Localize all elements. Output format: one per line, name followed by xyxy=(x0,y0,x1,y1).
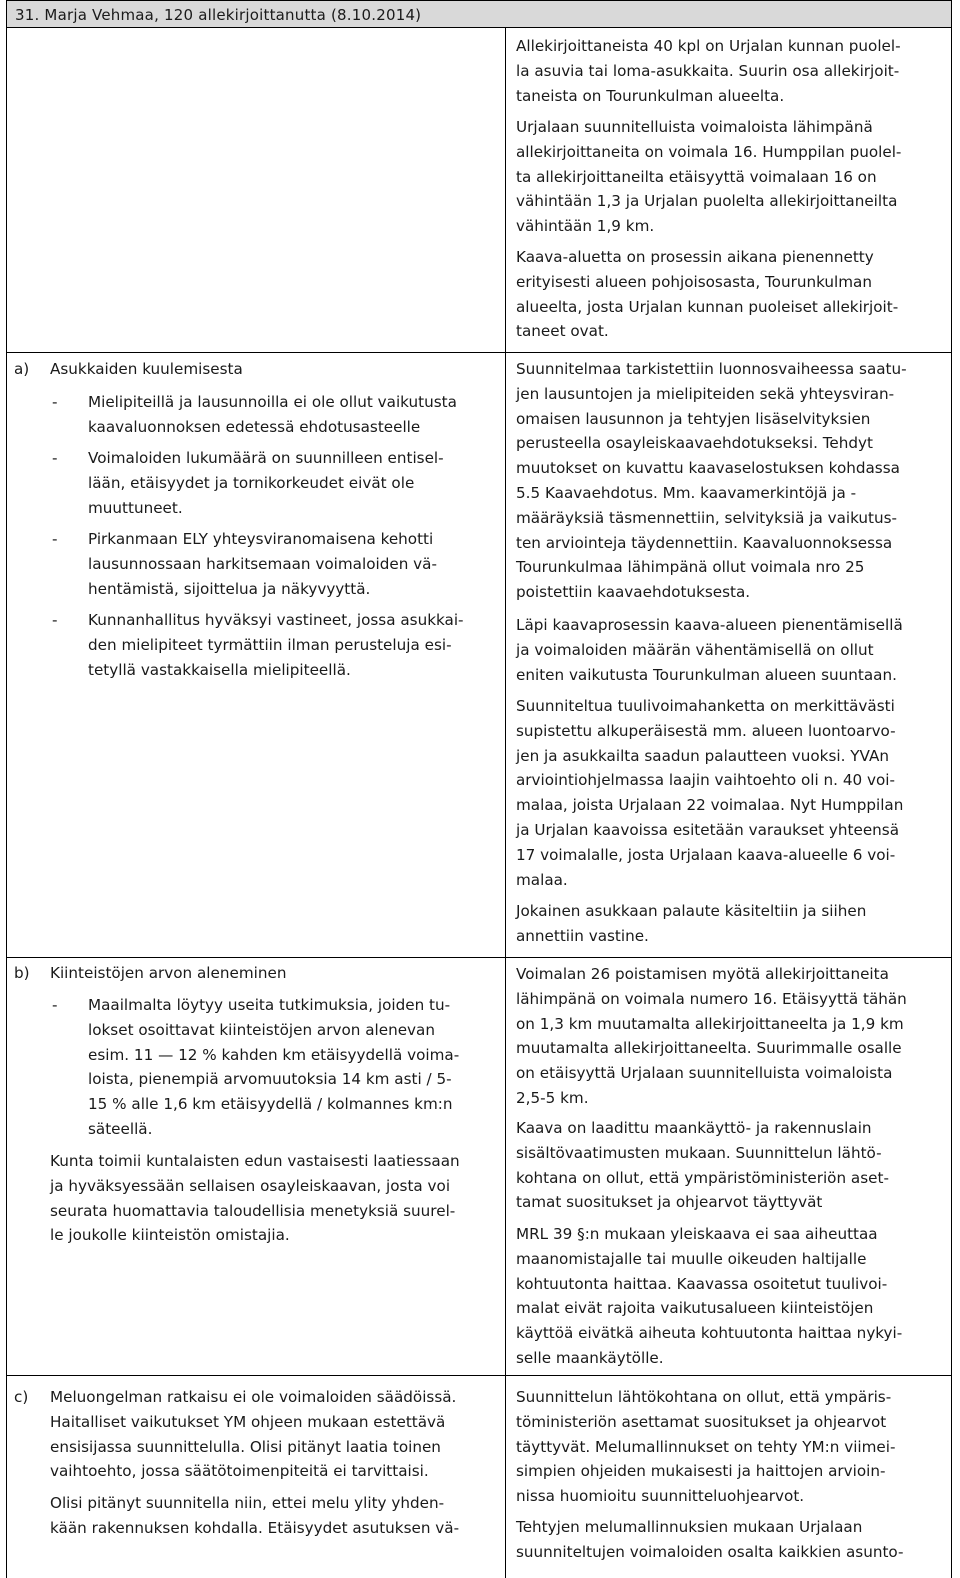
comment-paragraph: Kunta toimii kuntalaisten edun vastaisesti laatiessaan ja hyväksyessään sellaisen osayleiskaavan, josta voi seurata huomattavia taloudellisia menetyksiä suurel- le joukolle kiinteistön omistajia. xyxy=(50,1152,460,1245)
response-paragraph: Voimalan 26 poistamisen myötä allekirjoittaneita lähimpänä on voimala numero 16. Etäisyyttä tähän on 1,3 km muutamalta allekirjoittaneelta ja 1,9 km muutamalta allekirjoittaneelta. Suurimmalle osalle on etäisyyttä Urjalaan suunnitelluista voimaloista 2,5-5 km. xyxy=(516,965,907,1107)
comment-paragraph: Meluongelman ratkaisu ei ole voimaloiden säädöissä. Haitalliset vaikutukset YM ohjeen mukaan estettävä ensisijassa suunnittelulla. Olisi pitänyt laatia toinen vaihtoehto, jossa säätötoimenpiteitä ei tarvittaisi. xyxy=(50,1388,457,1481)
bullet-dash: - xyxy=(52,530,58,548)
comment-bullet: Voimaloiden lukumäärä on suunnilleen entisel- lään, etäisyydet ja tornikorkeudet eivät ole muuttuneet. xyxy=(88,449,444,517)
response-paragraph: Jokainen asukkaan palaute käsiteltiin ja siihen annettiin vastine. xyxy=(516,902,867,945)
response-paragraph: Läpi kaavaprosessin kaava-alueen pienentämisellä ja voimaloiden määrän vähentämisellä on ollut eniten vaikutusta Tourunkulman alueen suuntaan. xyxy=(516,616,903,684)
comment-bullet: Kunnanhallitus hyväksyi vastineet, jossa asukkai- den mielipiteet tyrmättiin ilman perusteluja esi- tetyllä vastakkaisella mielipiteellä. xyxy=(88,611,464,679)
section-title: Asukkaiden kuulemisesta xyxy=(50,360,243,378)
bullet-dash: - xyxy=(52,996,58,1014)
response-paragraph: Kaava-aluetta on prosessin aikana pienennetty erityisesti alueen pohjoisosasta, Tourunkulman alueelta, josta Urjalan kunnan puoleiset allekirjoit- taneet ovat. xyxy=(516,248,899,341)
section-marker: b) xyxy=(14,964,30,982)
comment-paragraph: Olisi pitänyt suunnitella niin, ettei melu ylity yhden- kään rakennuksen kohdalla. Etäisyydet asutuksen vä- xyxy=(50,1494,460,1537)
comment-bullet: Mielipiteillä ja lausunnoilla ei ole ollut vaikutusta kaavaluonnoksen edetessä ehdotusasteelle xyxy=(88,393,457,436)
row-divider xyxy=(6,352,952,353)
response-paragraph: Suunniteltua tuulivoimahanketta on merkittävästi supistettu alkuperäisestä mm. alueen luontoarvo- jen ja asukkailta saadun palautteen vuoksi. YVAn arviointiohjelmassa laajin vaihtoehto oli n. 40 voi- malaa, joista Urjalaan 22 voimalaa. Nyt Humppilan ja Urjalan kaavoissa esitetään varaukset yhteensä 17 voimalalle, josta Urjalaan kaava-alueelle 6 voi- malaa. xyxy=(516,697,904,889)
bullet-dash: - xyxy=(52,449,58,467)
header-title: 31. Marja Vehmaa, 120 allekirjoittanutta (8.10.2014) xyxy=(15,6,422,24)
table-header xyxy=(6,0,952,28)
response-paragraph: Allekirjoittaneista 40 kpl on Urjalan kunnan puolel- la asuvia tai loma-asukkaita. Suurin osa allekirjoit- taneista on Tourunkulman alueelta. xyxy=(516,37,901,105)
response-paragraph: Kaava on laadittu maankäyttö- ja rakennuslain sisältövaatimusten mukaan. Suunnittelun lähtö- kohtana on ollut, että ympäristöministeriön aset- tamat suositukset ja ohjearvot täyttyvät xyxy=(516,1119,889,1212)
section-title: Kiinteistöjen arvon aleneminen xyxy=(50,964,287,982)
section-marker: c) xyxy=(14,1388,29,1406)
response-paragraph: Tehtyjen melumallinnuksien mukaan Urjalaan suunniteltujen voimaloiden osalta kaikkien asunto- xyxy=(516,1518,904,1561)
section-marker: a) xyxy=(14,360,30,378)
row-divider xyxy=(6,957,952,958)
response-paragraph: Urjalaan suunnitelluista voimaloista lähimpänä allekirjoittaneita on voimala 16. Humppilan puolel- ta allekirjoittaneilta etäisyyttä voimalaan 16 on vähintään 1,3 ja Urjalan puolelta allekirjoittaneilta vähintään 1,9 km. xyxy=(516,118,902,236)
response-paragraph: Suunnittelun lähtökohtana on ollut, että ympäris- töministeriön asettamat suositukset ja ohjearvot täyttyvät. Melumallinnukset on tehty YM:n viimei- simpien ohjeiden mukaisesti ja haittojen arvioin- nissa huomioitu suunnitteluohjearvot. xyxy=(516,1388,896,1506)
comment-bullet: Pirkanmaan ELY yhteysviranomaisena kehotti lausunnossaan harkitsemaan voimaloiden vä- hentämistä, sijoittelua ja näkyvyyttä. xyxy=(88,530,437,598)
comment-bullet: Maailmalta löytyy useita tutkimuksia, joiden tu- lokset osoittavat kiinteistöjen arvon alenevan esim. 11 — 12 % kahden km etäisyydellä voima- loista, pienempiä arvomuutoksia 14 km asti / 5- 15 % alle 1,6 km etäisyydellä / kolmannes km:n säteellä. xyxy=(88,996,460,1138)
bullet-dash: - xyxy=(52,393,58,411)
response-paragraph: MRL 39 §:n mukaan yleiskaava ei saa aiheuttaa maanomistajalle tai muulle oikeuden haltijalle kohtuutonta haittaa. Kaavassa osoitetut tuulivoi- malat eivät rajoita vaikutusalueen kiinteistöjen käyttöä eivätkä aiheuta kohtuutonta haittaa nykyi- selle maankäytölle. xyxy=(516,1225,903,1367)
bullet-dash: - xyxy=(52,611,58,629)
response-paragraph: Suunnitelmaa tarkistettiin luonnosvaiheessa saatu- jen lausuntojen ja mielipiteiden sekä yhteysviran- omaisen lausunnon ja tehtyjen lisäselvityksien perusteella osayleiskaavaehdotukseksi. Tehdyt muutokset on kuvattu kaavaselostuksen kohdassa 5.5 Kaavaehdotus. Mm. kaavamerkintöjä ja - määräyksiä täsmennettiin, selvityksiä ja vaikutus- ten arviointeja täydennettiin. Kaavaluonnoksessa Tourunkulmaa lähimpänä ollut voimala nro 25 poistettiin kaavaehdotuksesta. xyxy=(516,360,907,602)
column-divider xyxy=(505,28,506,1578)
row-divider xyxy=(6,1375,952,1376)
